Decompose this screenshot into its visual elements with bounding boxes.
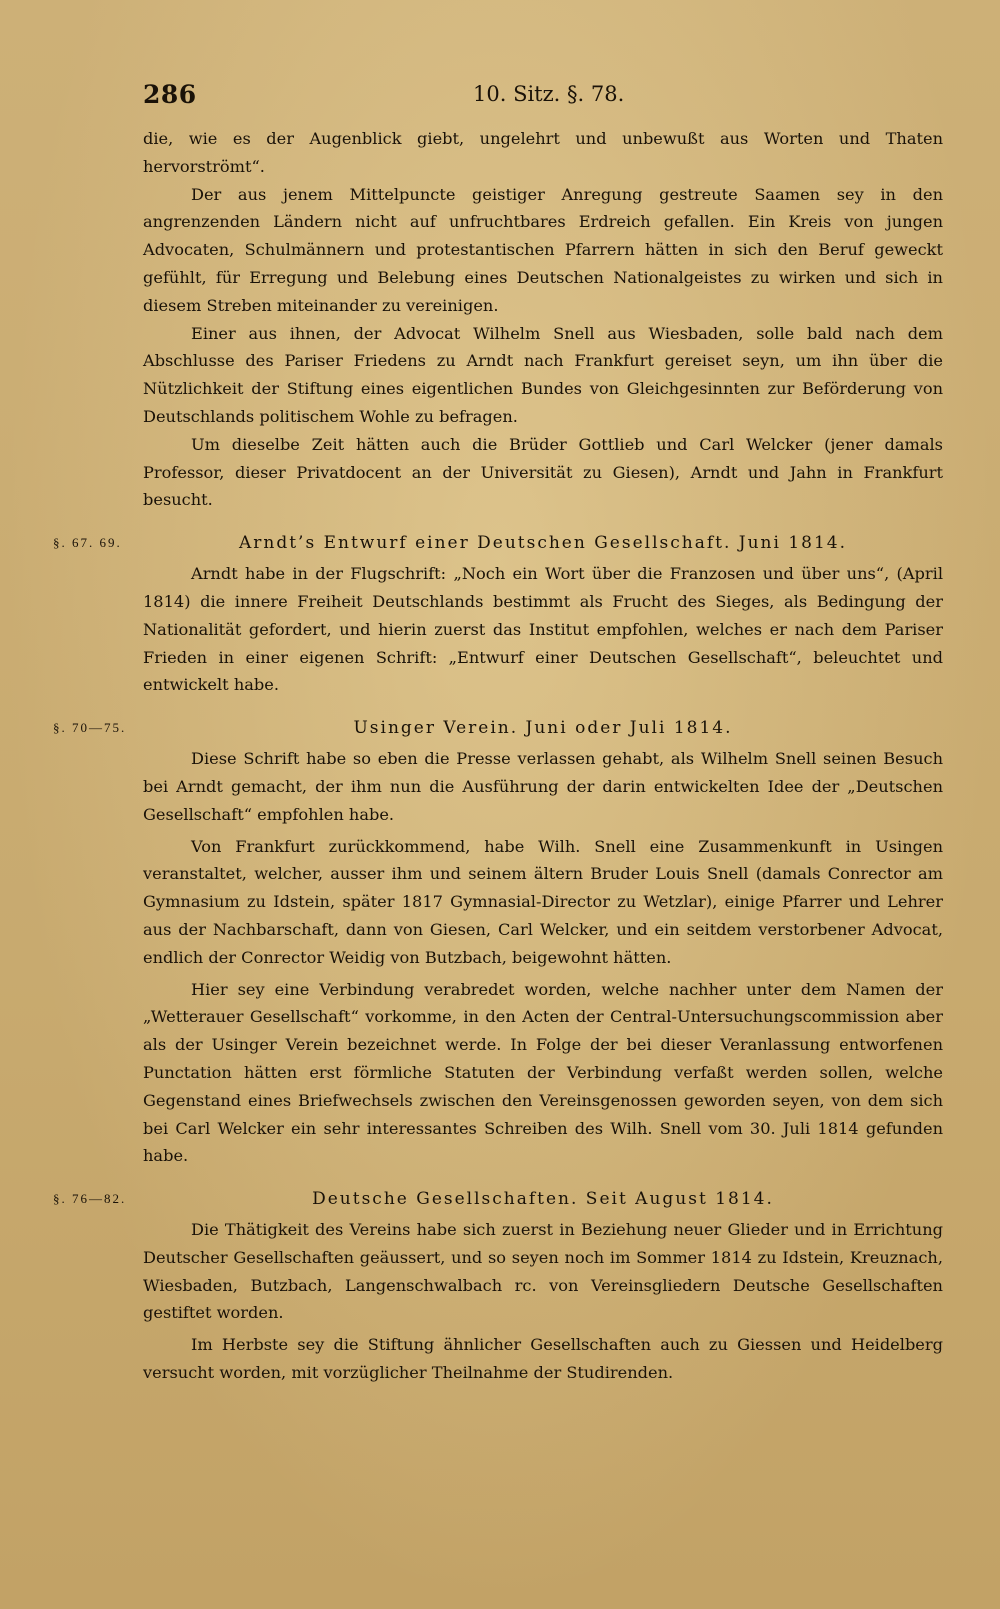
section-paragraph: Von Frankfurt zurückkommend, habe Wilh. Snell eine Zusammenkunft in Usingen veranstaltet, welcher, ausser ihm und seinem ältern Bruder Louis Snell (damals Conrector am Gymnasium zu Idstein, später 1817 Gymnasial-Director zu Wetzlar), einige Pfarrer und Lehrer aus der Nachbarschaft, dann von Giesen, Carl Welcker, und ein seitdem verstorbener Advocat, endlich der Conrector Weidig von Butzbach, beigewohnt hätten. — [143, 836, 943, 967]
page-body — [53, 125, 943, 1387]
section-heading — [53, 528, 943, 558]
section-heading — [53, 713, 943, 743]
section-paragraph: Hier sey eine Verbindung verabredet worden, welche nachher unter dem Namen der „Wetterauer Gesellschaft“ vorkomme, in den Acten der Central-Untersuchungscommission aber als der Usinger Verein bezeichnet werde. In Folge der bei dieser Veranlassung entworfenen Punctation hätten erst förmliche Statuten der Verbindung verfaßt werden sollen, welche Gegenstand eines Briefwechsels zwischen den Vereinsgenossen geworden seyen, von dem sich bei Carl Welcker ein sehr interessantes Schreiben des Wilh. Snell vom 30. Juli 1814 gefunden habe. — [143, 979, 943, 1166]
intro-paragraph-3: Einer aus ihnen, der Advocat Wilhelm Snell aus Wiesbaden, solle bald nach dem Abschlusse des Pariser Friedens zu Arndt nach Frankfurt gereiset seyn, um ihn über die Nützlichkeit der Stiftung eines eigentlichen Bundes von Gleichgesinnten zur Beförderung von Deutschlands politischem Wohle zu befragen. — [143, 323, 943, 426]
section-title: Deutsche Gesellschaften. Seit August 1814. — [312, 1189, 774, 1210]
section-paragraph: Im Herbste sey die Stiftung ähnlicher Gesellschaften auch zu Giessen und Heidelberg versucht worden, mit vorzüglicher Theilnahme der Studirenden. — [143, 1335, 943, 1383]
section-paragraph: Diese Schrift habe so eben die Presse verlassen gehabt, als Wilhelm Snell seinen Besuch bei Arndt gemacht, der ihm nun die Ausführung der darin entwickelten Idee der „Deutschen Gesellschaft“ empfohlen habe. — [143, 749, 943, 824]
section-paragraph: Die Thätigkeit des Vereins habe sich zuerst in Beziehung neuer Glieder und in Errichtung Deutscher Gesellschaften geäussert, und so seyen noch im Sommer 1814 zu Idstein, Kreuznach, Wiesbaden, Butzbach, Langenschwalbach rc. von Vereinsgliedern Deutsche Gesellschaften gestiftet worden. — [143, 1220, 943, 1323]
section-title: Usinger Verein. Juni oder Juli 1814. — [353, 718, 733, 739]
section-usinger-verein — [53, 713, 943, 1170]
intro-paragraph-2: Der aus jenem Mittelpuncte geistiger Anregung gestreute Saamen sey in den angrenzenden Ländern nicht auf unfruchtbares Erdreich gefallen. Ein Kreis von jungen Advocaten, Schulmännern und protestantischen Pfarrern hätten in sich den Beruf geweckt gefühlt, für Erregung und Belebung eines Deutschen Nationalgeistes zu wirken und sich in diesem Streben miteinander zu vereinigen. — [143, 184, 943, 315]
section-reference: §. 70—75. — [53, 720, 127, 736]
section-title: Arndt’s Entwurf einer Deutschen Gesellschaft. Juni 1814. — [238, 533, 847, 554]
intro-paragraph-4: Um dieselbe Zeit hätten auch die Brüder Gottlieb und Carl Welcker (jener damals Professor, dieser Privatdocent an der Universität zu Giesen), Arndt und Jahn in Frankfurt besucht. — [143, 434, 943, 510]
intro-paragraph-1: die, wie es der Augenblick giebt, ungelehrt und unbewußt aus Worten und Thaten hervorströmt“. — [143, 129, 943, 176]
running-head: 10. Sitz. §. 78. — [473, 82, 625, 106]
section-arndt-entwurf — [53, 528, 943, 699]
section-reference: §. 76—82. — [53, 1191, 127, 1207]
section-reference: §. 67. 69. — [53, 535, 122, 551]
section-paragraph: Arndt habe in der Flugschrift: „Noch ein Wort über die Franzosen und über uns“, (April 1814) die innere Freiheit Deutschlands bestimmt als Frucht des Sieges, als Bedingung der Nationalität gefordert, und hierin zuerst das Institut empfohlen, welches er nach dem Pariser Frieden in einer eigenen Schrift: „Entwurf einer Deutschen Gesellschaft“, beleuchtet und entwickelt habe. — [143, 564, 943, 695]
section-deutsche-gesellschaften — [53, 1184, 943, 1387]
page-header — [143, 80, 943, 120]
page-number: 286 — [143, 80, 197, 109]
section-heading — [53, 1184, 943, 1214]
